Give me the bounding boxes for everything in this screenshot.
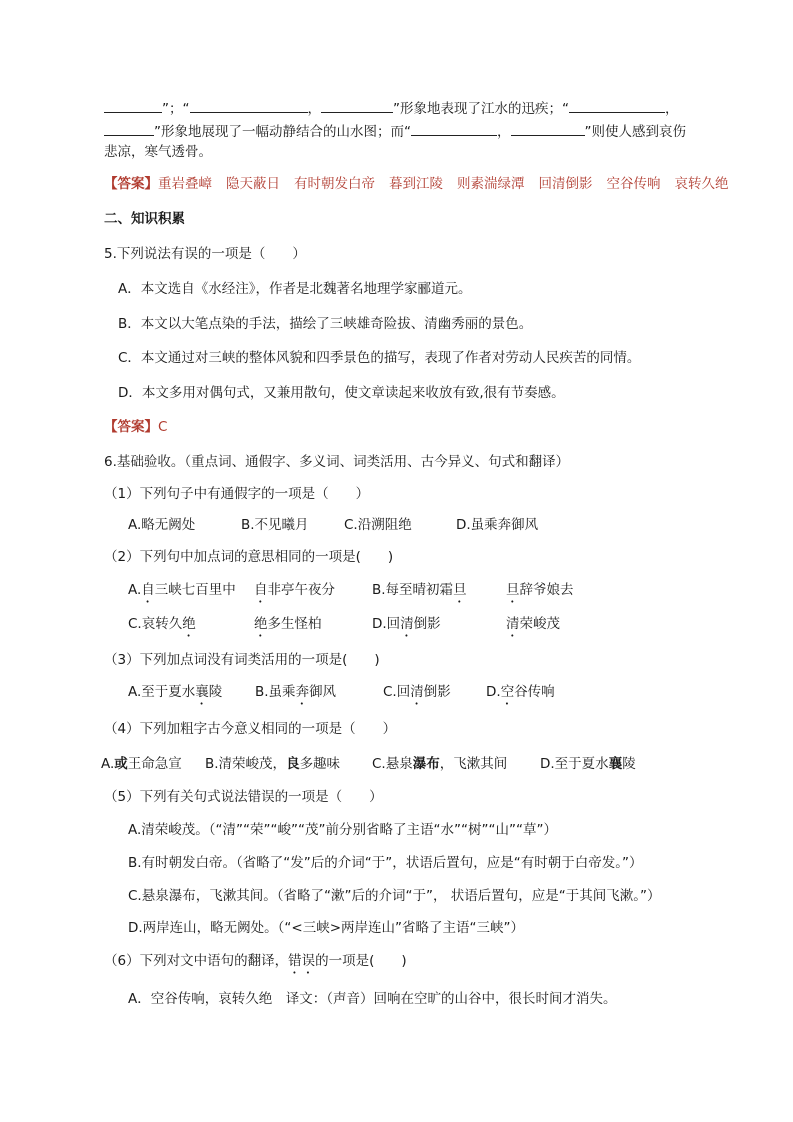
fill-blank-line-2: [104, 121, 686, 142]
option-b: B.清荣峻茂，良多趣味: [205, 756, 341, 772]
section-heading: 二、知识积累: [104, 211, 185, 227]
q5-stem: 5.下列说法有误的一项是（ ）: [104, 246, 306, 262]
fill-blank-line-3: 悲凉，寒气透骨。: [104, 144, 212, 160]
option-d: D.虽乘奔御风: [456, 517, 539, 533]
q5-option-d: D．本文多用对偶句式，又兼用散句，使文章读起来收放有致,很有节奏感。: [118, 385, 565, 401]
answer-item: 有时朝发白帝: [294, 176, 375, 192]
text: ”；“: [162, 101, 190, 117]
option-c: C.沿溯阻绝: [344, 517, 412, 533]
text: ，: [307, 101, 321, 117]
option-c-1: C.哀转久绝: [128, 616, 196, 632]
blank: [104, 98, 162, 113]
text: ，: [665, 101, 679, 117]
option-b: B.虽乘奔御风: [255, 684, 337, 700]
option-c-2: 绝多生怪柏: [254, 616, 322, 632]
q6-2-row-1: [128, 580, 574, 606]
option-d-1: D.回清倒影: [372, 616, 441, 632]
fill-blank-line-1: [104, 98, 679, 119]
option-d: D.空谷传响: [486, 684, 555, 700]
q6-3-options: [128, 682, 555, 708]
option-a: A.至于夏水襄陵: [128, 684, 223, 700]
option-c: C.回清倒影: [383, 684, 451, 700]
q6-5-option-a: A.清荣峻茂。（“清”“荣”“峻”“茂”前分别省略了主语“水”“树”“山”“草”）: [128, 822, 557, 838]
q6-2-stem: （2）下列句中加点词的意思相同的一项是( ): [104, 549, 394, 565]
text: ”形象地表现了江水的迅疾；“: [393, 101, 569, 117]
q6-1-stem: （1）下列句子中有通假字的一项是（ ）: [104, 486, 370, 502]
text: ”则使人感到哀伤: [584, 124, 686, 140]
text: ，: [497, 124, 511, 140]
emphasis-text: 错误: [288, 953, 316, 969]
option-b-2: 旦辞爷娘去: [506, 582, 574, 598]
q6-3-stem: （3）下列加点词没有词类活用的一项是( ): [104, 652, 380, 668]
text: ”形象地展现了一幅动静结合的山水图；而“: [154, 124, 411, 140]
answer-2: [104, 417, 167, 437]
q6-6-option-a: A．空谷传响，哀转久绝 译文：（声音）回响在空旷的山谷中，很长时间才消失。: [128, 991, 617, 1007]
answer-value: C: [158, 419, 168, 435]
blank: [411, 121, 497, 136]
q6-stem: 6.基础验收。（重点词、通假字、多义词、词类活用、古今异义、句式和翻译）: [104, 454, 570, 470]
option-a: A.略无阙处: [128, 517, 196, 533]
q5-option-b: B．本文以大笔点染的手法，描绘了三峡雄奇险拔、清幽秀丽的景色。: [118, 316, 533, 332]
q6-2-row-2: [128, 614, 560, 640]
blank: [190, 98, 308, 113]
answer-item: 隐天蔽日: [226, 176, 280, 192]
answer-item: 哀转久绝: [674, 176, 729, 192]
answer-item: 空谷传响: [606, 176, 661, 192]
blank: [511, 121, 585, 136]
option-a-2: 自非亭午夜分: [254, 582, 335, 598]
option-b-1: B.每至晴初霜旦: [372, 582, 467, 598]
option-a-1: A.自三峡七百里中: [128, 582, 236, 598]
answer-item: 回清倒影: [538, 176, 593, 192]
blank: [104, 121, 154, 136]
answer-item: 暮到江陵: [389, 176, 443, 192]
blank: [321, 98, 393, 113]
answer-tag: 【答案】: [104, 176, 158, 192]
q6-6-stem: （6）下列对文中语句的翻译，错误的一项是( ): [104, 953, 407, 969]
q5-option-c: C．本文通过对三峡的整体风貌和四季景色的描写，表现了作者对劳动人民疾苦的同情。: [118, 350, 641, 366]
answer-item: 重岩叠嶂: [158, 176, 212, 192]
option-b: B.不见曦月: [241, 517, 309, 533]
answer-1: [104, 174, 729, 194]
blank: [569, 98, 665, 113]
answer-tag: 【答案】: [104, 419, 158, 435]
q5-option-a: A．本文选自《水经注》，作者是北魏著名地理学家郦道元。: [118, 281, 472, 297]
q6-1-options: [128, 515, 538, 535]
q6-4-stem: （4）下列加粗字古今意义相同的一项是（ ）: [104, 721, 397, 737]
q6-5-option-d: D.两岸连山，略无阙处。（“<三峡>两岸连山”省略了主语“三峡”）: [128, 920, 525, 936]
q6-5-stem: （5）下列有关句式说法错误的一项是（ ）: [104, 789, 383, 805]
option-a: A.或王命急宣: [101, 756, 182, 772]
option-d: D.至于夏水襄陵: [540, 756, 636, 772]
q6-4-options: [101, 754, 636, 774]
option-d-2: 清荣峻茂: [506, 616, 560, 632]
option-c: C.悬泉瀑布，飞漱其间: [372, 756, 508, 772]
q6-5-option-c: C.悬泉瀑布，飞漱其间。（省略了“漱”后的介词“于”， 状语后置句，应是“于其间飞漱。”）: [128, 888, 661, 904]
answer-item: 则素湍绿潭: [457, 176, 525, 192]
q6-5-option-b: B.有时朝发白帝。（省略了“发”后的介词“于”，状语后置句，应是“有时朝于白帝发。”）: [128, 855, 643, 871]
